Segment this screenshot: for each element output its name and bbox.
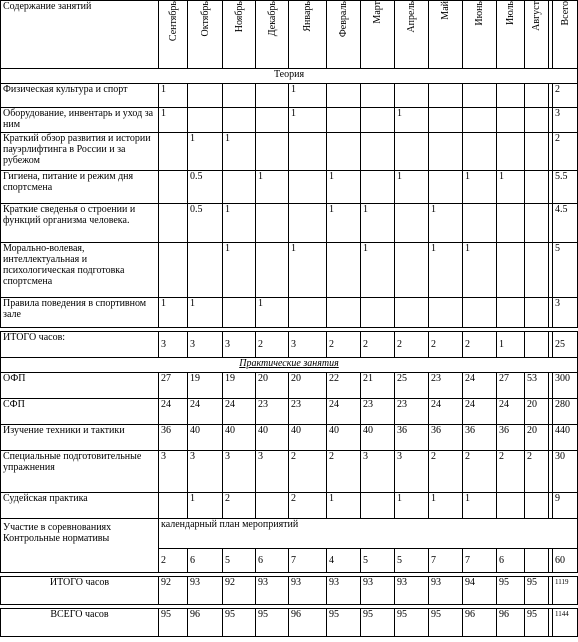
month-cell [429,108,463,133]
row-total: 30 [553,451,578,493]
month-cell [463,204,497,243]
month-cell: 93 [361,577,395,605]
row-label: Краткий обзор развития и истории пауэрлифтинга в России и за рубежом [1,133,159,171]
month-cell: 0.5 [188,171,223,204]
month-cell: 1 [188,133,223,171]
practice-row [1,493,578,519]
month-cell [289,204,327,243]
month-cell: 7 [289,549,327,573]
theory-row [1,243,578,298]
month-cell [525,243,549,298]
month-cell: 20 [256,373,289,399]
competition-label-row [1,519,578,549]
month-cell: 1 [256,298,289,328]
month-cell [463,133,497,171]
month-cell [525,108,549,133]
summary-grand-row [1,609,578,637]
theory-row [1,298,578,328]
month-header: Июль [497,1,525,69]
month-header: Март [361,1,395,69]
month-cell: 1 [497,171,525,204]
month-cell: 93 [188,577,223,605]
month-cell: 2 [289,493,327,519]
month-cell: 40 [327,425,361,451]
month-cell: 96 [188,609,223,637]
month-cell: 1 [159,108,188,133]
practice-row [1,425,578,451]
theory-row [1,171,578,204]
month-cell: 2 [256,332,289,358]
month-cell: 36 [395,425,429,451]
month-cell: 7 [463,549,497,573]
month-cell [188,108,223,133]
month-cell [525,171,549,204]
month-cell [429,84,463,108]
month-cell [256,108,289,133]
month-cell [463,298,497,328]
month-cell: 40 [361,425,395,451]
month-cell: 94 [463,577,497,605]
month-header: Апрель [395,1,429,69]
month-cell [497,84,525,108]
month-cell: 92 [223,577,256,605]
month-cell [361,108,395,133]
month-cell [525,133,549,171]
month-cell: 24 [463,399,497,425]
month-header: Август [525,1,549,69]
month-cell: 1 [289,108,327,133]
row-total: 3 [553,108,578,133]
row-total: 5 [553,243,578,298]
month-cell [289,298,327,328]
month-cell [159,171,188,204]
month-cell: 2 [395,332,429,358]
month-cell: 1 [395,108,429,133]
month-cell [159,493,188,519]
row-total: 3 [553,298,578,328]
month-cell [525,204,549,243]
month-header: Декабрь [256,1,289,69]
month-cell [327,133,361,171]
month-cell: 95 [525,609,549,637]
month-cell: 6 [256,549,289,573]
month-cell [463,108,497,133]
month-cell: 1 [223,204,256,243]
row-label: Гигиена, питание и режим дня спортсмена [1,171,159,204]
month-cell [429,298,463,328]
month-cell: 3 [395,451,429,493]
month-cell: 1 [463,171,497,204]
row-label: Специальные подготовительные упражнения [1,451,159,493]
month-cell: 92 [159,577,188,605]
month-cell: 1 [497,332,525,358]
month-cell: 1 [463,243,497,298]
row-label: Правила поведения в спортивном зале [1,298,159,328]
month-cell [188,243,223,298]
month-cell: 93 [289,577,327,605]
month-cell [256,84,289,108]
month-cell: 2 [327,332,361,358]
month-cell: 36 [497,425,525,451]
month-cell [361,84,395,108]
row-label: ИТОГО часов [1,577,159,605]
month-cell [256,493,289,519]
month-cell [188,84,223,108]
month-cell: 4 [327,549,361,573]
month-cell: 3 [159,332,188,358]
month-header: Октябрь [188,1,223,69]
month-header: Январь [289,1,327,69]
month-cell [327,298,361,328]
row-total: 280 [553,399,578,425]
month-cell: 23 [361,399,395,425]
month-cell: 1 [223,133,256,171]
month-cell: 21 [361,373,395,399]
row-total: 440 [553,425,578,451]
month-cell: 95 [497,577,525,605]
row-total: 300 [553,373,578,399]
practice-row [1,373,578,399]
row-total: 5.5 [553,171,578,204]
month-cell: 1 [361,204,395,243]
month-cell: 95 [395,609,429,637]
month-cell [497,493,525,519]
month-cell: 1 [159,84,188,108]
month-cell: 1 [463,493,497,519]
total-column-header: Всего [553,1,578,69]
month-cell: 1 [429,493,463,519]
month-cell: 2 [223,493,256,519]
month-cell: 24 [497,399,525,425]
month-cell: 1 [395,493,429,519]
theory-section-title: Теория [1,69,578,84]
month-cell [256,133,289,171]
month-cell: 1 [256,171,289,204]
month-cell: 36 [429,425,463,451]
month-cell [361,298,395,328]
month-cell [223,298,256,328]
month-cell: 1 [289,243,327,298]
month-cell: 20 [525,425,549,451]
row-total: 60 [553,549,578,573]
month-cell [361,133,395,171]
month-cell: 3 [256,451,289,493]
month-cell: 2 [463,332,497,358]
month-cell: 3 [223,451,256,493]
month-cell: 95 [327,609,361,637]
row-total: 25 [553,332,578,358]
month-cell: 24 [159,399,188,425]
month-cell: 95 [525,577,549,605]
month-cell: 3 [289,332,327,358]
month-cell [395,243,429,298]
month-cell [256,204,289,243]
month-cell: 95 [256,609,289,637]
content-column-header: Содержание занятий [1,1,159,69]
month-cell: 27 [497,373,525,399]
practice-row [1,399,578,425]
month-cell: 1 [395,171,429,204]
competition-label: Участие в соревнованиях [3,522,112,533]
month-cell [395,84,429,108]
month-cell: 2 [159,549,188,573]
month-cell: 1 [188,493,223,519]
month-cell: 0.5 [188,204,223,243]
month-cell: 24 [429,399,463,425]
month-cell [256,243,289,298]
month-cell: 36 [159,425,188,451]
month-cell [525,84,549,108]
month-cell: 5 [361,549,395,573]
month-cell: 23 [429,373,463,399]
month-cell: 1 [429,204,463,243]
month-cell: 1 [361,243,395,298]
theory-row [1,84,578,108]
month-cell: 20 [289,373,327,399]
month-header: Июнь [463,1,497,69]
summary-total-row [1,577,578,605]
month-cell: 19 [188,373,223,399]
month-cell: 27 [159,373,188,399]
month-cell: 95 [223,609,256,637]
month-cell: 3 [361,451,395,493]
month-cell: 22 [327,373,361,399]
theory-row [1,108,578,133]
month-cell: 93 [327,577,361,605]
theory-section-title-row [1,69,578,84]
month-cell [289,133,327,171]
month-cell [395,298,429,328]
control-norms-label: Контрольные нормативы [3,533,110,544]
row-label: Краткие сведенья о строении и функций организма человека. [1,204,159,243]
month-cell: 40 [289,425,327,451]
month-cell: 96 [289,609,327,637]
row-total: 1119 [553,577,578,605]
month-cell [223,108,256,133]
theory-row [1,204,578,243]
month-cell [497,108,525,133]
month-cell: 24 [327,399,361,425]
month-cell: 1 [289,84,327,108]
month-cell: 40 [223,425,256,451]
month-cell [327,108,361,133]
theory-row [1,133,578,171]
month-cell [429,133,463,171]
month-cell: 24 [223,399,256,425]
month-header: Февраль [327,1,361,69]
month-cell: 5 [395,549,429,573]
row-label: Морально-волевая, интеллектуальная и психологическая подготовка спортсмена [1,243,159,298]
month-cell [327,243,361,298]
month-cell [361,493,395,519]
month-cell [223,84,256,108]
row-label: ВСЕГО часов [1,609,159,637]
calendar-note: календарный план мероприятий [159,519,578,549]
month-cell: 93 [395,577,429,605]
month-cell: 93 [256,577,289,605]
month-header: Сентябрь [159,1,188,69]
month-cell: 93 [429,577,463,605]
month-cell: 23 [395,399,429,425]
month-cell: 2 [429,451,463,493]
theory-total-row [1,332,578,358]
month-cell [159,133,188,171]
month-cell [327,84,361,108]
month-cell [159,204,188,243]
competition-labels [1,519,159,573]
month-header: Ноябрь [223,1,256,69]
month-cell [525,549,549,573]
month-cell [395,133,429,171]
month-cell: 3 [159,451,188,493]
row-label: СФП [1,399,159,425]
month-cell [525,493,549,519]
month-cell [159,243,188,298]
row-total: 1144 [553,609,578,637]
month-cell: 36 [463,425,497,451]
month-cell: 19 [223,373,256,399]
month-cell: 6 [188,549,223,573]
month-cell [497,243,525,298]
month-cell: 40 [188,425,223,451]
practice-section-title: Практические занятия [1,358,578,373]
month-cell [223,171,256,204]
month-cell [497,204,525,243]
row-label: Физическая культура и спорт [1,84,159,108]
month-cell: 1 [188,298,223,328]
month-cell [525,298,549,328]
header-row [1,1,578,69]
month-cell: 53 [525,373,549,399]
month-cell: 23 [256,399,289,425]
row-total: 9 [553,493,578,519]
month-cell [463,84,497,108]
month-cell: 24 [188,399,223,425]
row-label: ОФП [1,373,159,399]
month-cell: 2 [361,332,395,358]
month-cell: 1 [327,204,361,243]
month-cell [289,171,327,204]
month-cell: 1 [429,243,463,298]
row-total: 4.5 [553,204,578,243]
month-cell: 2 [463,451,497,493]
month-cell: 3 [188,451,223,493]
month-cell [361,171,395,204]
practice-section-title-row [1,358,578,373]
month-cell [395,204,429,243]
month-cell: 25 [395,373,429,399]
month-cell: 1 [223,243,256,298]
month-cell: 6 [497,549,525,573]
month-cell [525,332,549,358]
month-cell: 95 [429,609,463,637]
month-cell: 2 [497,451,525,493]
row-label: Оборудование, инвентарь и уход за ним [1,108,159,133]
month-cell: 95 [159,609,188,637]
row-label: Судейская практика [1,493,159,519]
month-cell: 20 [525,399,549,425]
month-cell [497,298,525,328]
month-cell: 95 [361,609,395,637]
month-cell: 1 [327,171,361,204]
month-cell: 24 [463,373,497,399]
month-cell: 2 [525,451,549,493]
row-label: ИТОГО часов: [1,332,159,358]
month-cell [429,171,463,204]
row-total: 2 [553,133,578,171]
month-cell: 5 [223,549,256,573]
month-cell: 2 [429,332,463,358]
month-cell: 96 [463,609,497,637]
month-cell: 3 [223,332,256,358]
row-label: Изучение техники и тактики [1,425,159,451]
month-cell: 2 [327,451,361,493]
row-total: 2 [553,84,578,108]
month-cell: 40 [256,425,289,451]
month-cell: 23 [289,399,327,425]
practice-row [1,451,578,493]
month-header: Май [429,1,463,69]
month-cell: 3 [188,332,223,358]
month-cell [497,133,525,171]
month-cell: 1 [159,298,188,328]
month-cell: 7 [429,549,463,573]
month-cell: 1 [327,493,361,519]
month-cell: 2 [289,451,327,493]
month-cell: 96 [497,609,525,637]
